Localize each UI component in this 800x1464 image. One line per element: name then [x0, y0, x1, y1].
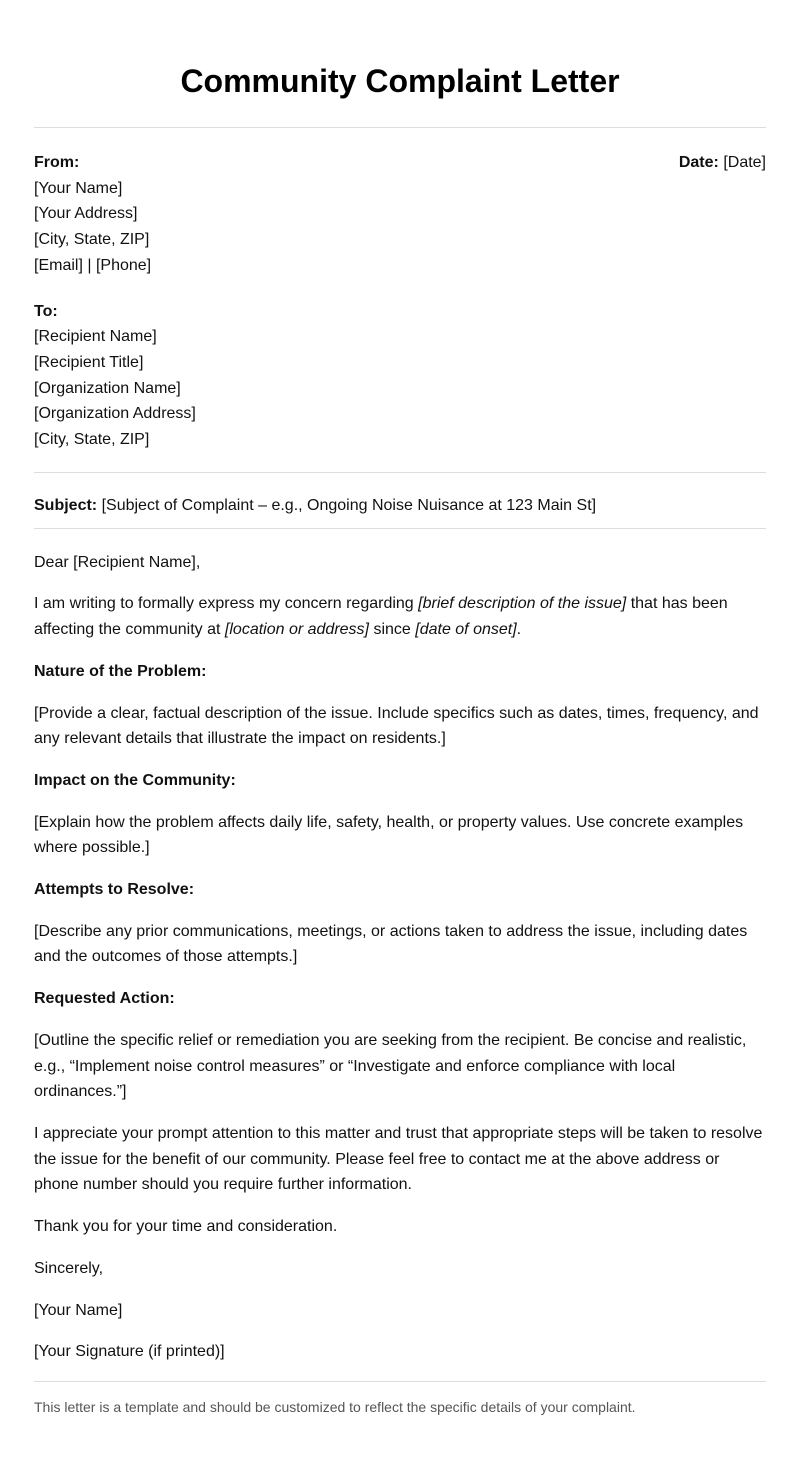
sender-contact: [Email] | [Phone] [34, 256, 152, 274]
section-text-requested-action: [Outline the specific relief or remediation you are seeking from the recipient. Be concise and realistic, e.g., “Implement noise control measures” or “Investigate and enforce compliance with local ordinances.”] [34, 1031, 747, 1101]
letter-body [34, 529, 766, 1365]
issue-placeholder: [brief description of the issue] [418, 595, 627, 613]
letter-header [34, 128, 766, 453]
section-heading-requested-action: Requested Action: [34, 990, 175, 1008]
intro-text-1: I am writing to formally express my concern regarding [34, 595, 419, 613]
recipient-city-state-zip: [City, State, ZIP] [34, 431, 150, 449]
sender-address-block [34, 150, 766, 279]
organization-address: [Organization Address] [34, 405, 196, 423]
date-label: Date: [678, 154, 719, 171]
section-text-attempts: [Describe any prior communications, meetings, or actions taken to address the issue, including dates and the outcomes of those attempts.] [34, 922, 748, 966]
thanks-line: Thank you for your time and consideration. [34, 1218, 338, 1236]
location-placeholder: [location or address] [224, 621, 369, 639]
section-heading-impact: Impact on the Community: [34, 771, 236, 789]
onset-placeholder: [date of onset] [415, 621, 517, 639]
subject-value: [Subject of Complaint – e.g., Ongoing Noise Nuisance at 123 Main St] [101, 496, 597, 514]
sender-address: [Your Address] [34, 205, 138, 223]
subject-label: Subject: [34, 496, 98, 514]
salutation: Dear [Recipient Name], [34, 553, 201, 571]
section-text-impact: [Explain how the problem affects daily life, safety, health, or property values. Use concrete examples where possible.] [34, 813, 744, 857]
to-label: To: [34, 302, 58, 320]
organization-name: [Organization Name] [34, 379, 181, 397]
sign-off: Sincerely, [34, 1259, 104, 1277]
signature-line: [Your Signature (if printed)] [34, 1343, 225, 1361]
intro-text-4: . [516, 621, 522, 639]
intro-text-2: that has been affecting the community at [34, 595, 728, 639]
section-heading-attempts: Attempts to Resolve: [34, 881, 195, 899]
section-heading-nature: Nature of the Problem: [34, 662, 207, 680]
signer-name: [Your Name] [34, 1301, 123, 1319]
recipient-address-block [34, 299, 766, 453]
subject-line [34, 473, 766, 518]
intro-text-3: since [369, 621, 416, 639]
date-line [679, 150, 766, 176]
date-value: [Date] [723, 154, 766, 171]
closing-paragraph: I appreciate your prompt attention to this matter and trust that appropriate steps will be taken to resolve the issue for the benefit of our community. Please feel free to contact me at the above address or phone number should you require further information. [34, 1124, 763, 1194]
section-text-nature: [Provide a clear, factual description of the issue. Include specifics such as dates, times, frequency, and any relevant details that illustrate the impact on residents.] [34, 704, 759, 748]
sender-name: [Your Name] [34, 179, 123, 197]
recipient-title: [Recipient Title] [34, 353, 144, 371]
page-title: Community Complaint Letter [180, 63, 620, 99]
intro-paragraph [34, 591, 766, 642]
footer-note: This letter is a template and should be customized to reflect the specific details of your complaint. [34, 1398, 636, 1415]
sender-city-state-zip: [City, State, ZIP] [34, 231, 150, 249]
recipient-name: [Recipient Name] [34, 328, 157, 346]
from-label: From: [34, 154, 80, 171]
